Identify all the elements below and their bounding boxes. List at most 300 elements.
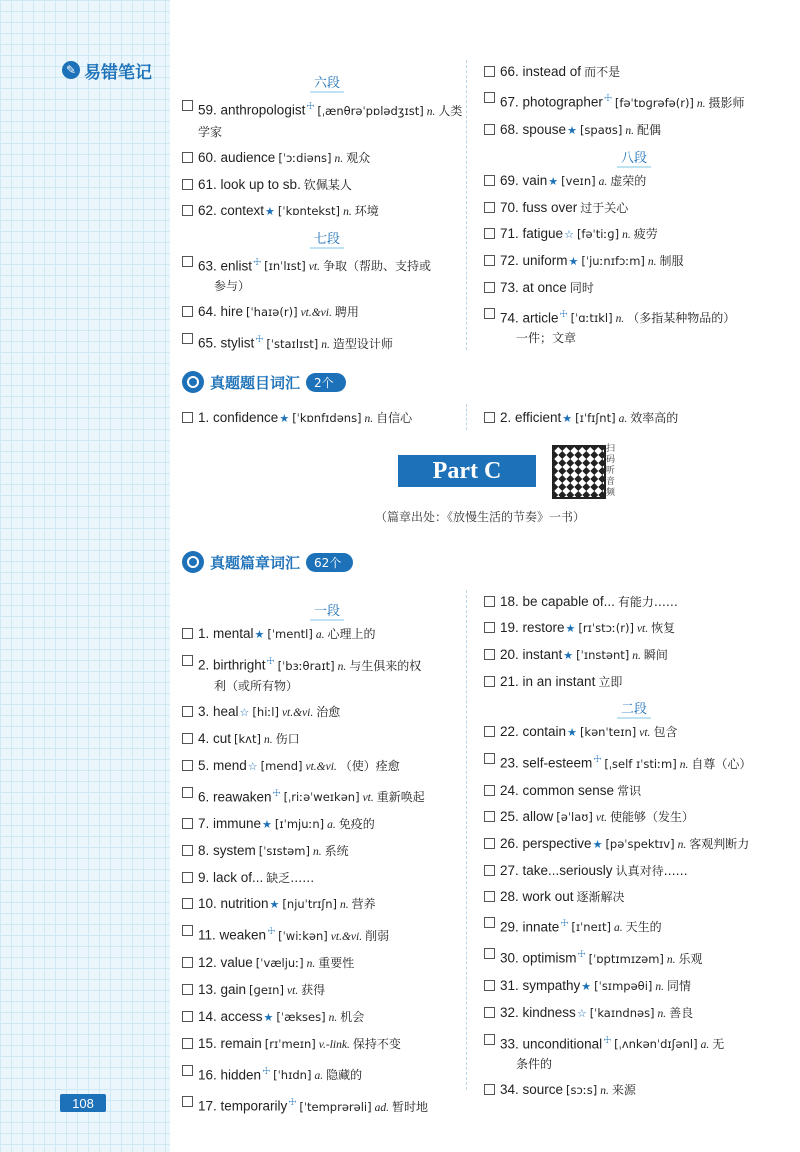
vocab-word: 61. look up to sb.: [198, 176, 301, 192]
magnifier-icon: [182, 371, 204, 393]
vocab-item: [182, 408, 472, 429]
part-of-speech: n.: [334, 152, 344, 165]
phonetic: [ˈtemprərəli]: [299, 1099, 372, 1114]
star-mark-icon: ★: [568, 255, 579, 268]
vocab-word: 17. temporarily: [198, 1098, 288, 1114]
part-of-speech: ad.: [374, 1101, 389, 1114]
vocab-word: 1. confidence: [198, 410, 279, 425]
definition: 获得: [301, 982, 326, 997]
checkbox[interactable]: [182, 1038, 193, 1049]
vocab-item: [484, 278, 784, 298]
vocab-word: 12. value: [198, 954, 253, 970]
phonetic: [ˈsɪmpəθi]: [594, 978, 653, 993]
definition: 制服: [659, 253, 684, 268]
phonetic: [rɪˈstɔː(r)]: [578, 621, 634, 635]
brand: [62, 58, 152, 82]
definition: 重要性: [318, 955, 355, 970]
part-of-speech: n.: [263, 733, 273, 746]
checkbox[interactable]: [484, 282, 495, 293]
checkbox[interactable]: [484, 980, 495, 991]
definition-continued: 参与）: [214, 279, 251, 293]
vocab-item: [182, 1034, 472, 1055]
definition: 常识: [617, 783, 642, 798]
star-mark-icon: ★: [254, 629, 265, 641]
definition: 隐藏的: [326, 1068, 363, 1082]
vocab-word: 73. at once: [500, 279, 567, 295]
checkbox[interactable]: [182, 306, 193, 317]
definition: 保持不变: [352, 1036, 401, 1051]
definition-continued: 一件；文章: [516, 331, 577, 345]
vocab-word: 26. perspective: [500, 835, 592, 851]
part-of-speech: vt.&vi.: [305, 760, 337, 773]
column-divider: [466, 404, 467, 430]
zhi-mark-icon: ☩: [559, 308, 568, 319]
vocab-item: [484, 913, 784, 939]
grid-margin: [0, 0, 170, 1152]
phonetic: [ˈvæljuː]: [255, 955, 304, 970]
vocab-word: 63. enlist: [198, 258, 253, 273]
definition: 疲劳: [633, 226, 658, 241]
definition: 而不是: [584, 65, 621, 79]
phonetic: [ˈhɪdn]: [273, 1068, 312, 1082]
questions-right-column: [484, 408, 784, 435]
definition: 恢复: [651, 621, 676, 635]
vocab-item: [182, 201, 472, 222]
definition: 无: [712, 1037, 725, 1051]
phonetic: [sɔːs]: [566, 1083, 598, 1097]
checkbox[interactable]: [484, 66, 495, 77]
definition: 治愈: [316, 704, 341, 719]
zhi-mark-icon: ☩: [603, 1034, 612, 1045]
part-of-speech: vt.&vi.: [330, 930, 363, 943]
definition: 乐观: [678, 951, 703, 966]
definition: 环境: [354, 203, 379, 218]
part-of-speech: n.: [696, 97, 706, 110]
checkbox[interactable]: [182, 412, 193, 423]
phonetic: [ˈkaɪndnəs]: [589, 1005, 655, 1020]
checkbox[interactable]: [182, 205, 193, 216]
vocab-item: [484, 304, 784, 349]
definition: 削弱: [365, 928, 390, 943]
part-c-heading: Part C: [398, 455, 536, 487]
phonetic: [ˌʌnkənˈdɪʃənl]: [614, 1037, 698, 1051]
part-of-speech: vt.: [636, 623, 649, 635]
phonetic: [ˈmentl]: [267, 627, 313, 641]
checkbox[interactable]: [182, 179, 193, 190]
zhi-mark-icon: ☩: [255, 334, 264, 344]
zhi-mark-icon: ☩: [577, 949, 586, 959]
vocab-word: 15. remain: [198, 1035, 262, 1051]
definition-continued: 利（或所有物）: [214, 678, 299, 693]
zhi-mark-icon: ☩: [266, 656, 275, 666]
vocab-word: 27. take...seriously: [500, 862, 613, 878]
checkbox[interactable]: [182, 706, 193, 717]
checkbox[interactable]: [484, 596, 495, 607]
vocab-item: [182, 96, 472, 142]
phonetic: [njuˈtrɪʃn]: [282, 897, 337, 911]
checkbox[interactable]: [484, 753, 495, 764]
definition: 造型设计师: [332, 336, 393, 351]
star-mark-icon: ★: [565, 623, 576, 635]
phonetic: [ˈwiːkən]: [278, 928, 328, 943]
part-of-speech: a.: [327, 819, 336, 831]
vocab-item: [182, 1007, 472, 1028]
vocab-word: 31. sympathy: [500, 977, 581, 993]
section-title-questions: [182, 370, 346, 394]
paragraph-label: 六段: [310, 72, 344, 93]
part-of-speech: n.: [647, 255, 657, 268]
checkbox[interactable]: [484, 948, 495, 959]
paragraph-heading: [182, 228, 472, 246]
vocab-item: [182, 175, 472, 195]
paragraph-heading: [182, 600, 472, 618]
checkbox[interactable]: [484, 726, 495, 737]
checkbox[interactable]: [182, 152, 193, 163]
vocab-word: 69. vain: [500, 172, 548, 188]
part-of-speech: a.: [314, 1070, 324, 1082]
star-mark-icon: ★: [567, 124, 577, 137]
paragraph-heading: [182, 72, 472, 90]
part-of-speech: vt.&vi.: [281, 706, 314, 719]
part-of-speech: n.: [328, 1011, 338, 1024]
checkbox[interactable]: [182, 984, 193, 995]
part-of-speech: n.: [625, 124, 634, 137]
part-of-speech: n.: [600, 1085, 609, 1097]
definition: 过于关心: [580, 200, 629, 215]
part-of-speech: n.: [679, 758, 689, 771]
checkbox[interactable]: [484, 228, 495, 239]
part-of-speech: n.: [615, 313, 625, 325]
phonetic: [ˌriːəˈweɪkən]: [283, 790, 360, 804]
hollow-mark-icon: ☆: [247, 760, 258, 773]
checkbox[interactable]: [484, 1007, 495, 1018]
phonetic: [kənˈteɪn]: [579, 725, 637, 739]
vocab-item: [484, 722, 784, 743]
checkbox[interactable]: [484, 92, 495, 103]
phonetic: [fəˈtiːɡ]: [576, 226, 620, 241]
vocab-item: [484, 120, 784, 141]
vocab-item: [182, 894, 472, 915]
phonetic: [əˈlaʊ]: [556, 809, 593, 824]
vocab-item: [182, 302, 472, 323]
definition: 系统: [324, 844, 349, 858]
checkbox[interactable]: [182, 1096, 193, 1107]
checkbox[interactable]: [484, 649, 495, 660]
vocab-word: 3. heal: [198, 703, 239, 719]
phonetic: [ˈækses]: [276, 1009, 326, 1024]
vocab-word: 11. weaken: [198, 927, 267, 943]
vocab-item: [484, 834, 784, 855]
count-badge: 2个: [306, 373, 346, 392]
checkbox[interactable]: [484, 1034, 495, 1045]
phonetic: [ɡeɪn]: [249, 982, 284, 997]
checkbox[interactable]: [484, 838, 495, 849]
checkbox[interactable]: [484, 785, 495, 796]
definition: 包含: [653, 725, 678, 739]
definition: 自信心: [376, 411, 413, 425]
vocab-word: 6. reawaken: [198, 789, 272, 804]
definition: 善良: [669, 1005, 694, 1020]
star-mark-icon: ★: [263, 1011, 274, 1024]
questions-left-column: [182, 408, 472, 435]
phonetic: [spaʊs]: [579, 122, 623, 137]
phonetic: [hiːl]: [252, 704, 279, 719]
checkbox[interactable]: [182, 100, 193, 111]
phonetic: [ˈɒptɪmɪzəm]: [588, 951, 664, 966]
part-of-speech: n.: [677, 838, 687, 851]
qr-code-icon[interactable]: [552, 445, 606, 499]
phonetic: [ˌænθrəˈpɒlədʒɪst]: [317, 103, 424, 118]
part-of-speech: n.: [364, 413, 374, 425]
checkbox[interactable]: [484, 676, 495, 687]
vocab-item: [182, 651, 472, 696]
vocab-item: [484, 672, 784, 692]
checkbox[interactable]: [182, 787, 193, 798]
vocab-item: [484, 62, 784, 82]
vocab-word: 33. unconditional: [500, 1036, 603, 1051]
vocab-word: 18. be capable of...: [500, 594, 615, 609]
vocab-word: 9. lack of...: [198, 870, 264, 885]
vocab-item: [182, 329, 472, 355]
part-of-speech: vt.: [362, 792, 374, 804]
part-of-speech: a.: [613, 922, 623, 934]
top-left-column: [182, 66, 472, 361]
definition: （多指某种物品的）: [627, 311, 736, 325]
definition: 聘用: [334, 305, 359, 319]
definition: 缺乏……: [266, 871, 315, 885]
checkbox[interactable]: [182, 655, 193, 666]
phonetic: [fəˈtɒɡrəfə(r)]: [614, 95, 694, 110]
checkbox[interactable]: [182, 628, 193, 639]
column-divider: [466, 60, 467, 350]
vocab-item: [182, 756, 472, 777]
definition: 客观判断力: [689, 836, 750, 851]
vocab-word: 62. context: [198, 202, 265, 218]
page-number: 108: [60, 1094, 106, 1112]
zhi-mark-icon: ☩: [306, 101, 315, 111]
vocab-item: [182, 702, 472, 723]
checkbox[interactable]: [484, 1084, 495, 1095]
phonetic: [ˈsɪstəm]: [258, 844, 310, 858]
phonetic: [kʌt]: [234, 731, 261, 746]
vocab-item: [484, 1030, 784, 1075]
definition: 摄影师: [708, 95, 745, 110]
phonetic: [ˈhaɪə(r)]: [246, 305, 298, 319]
vocab-word: 66. instead of: [500, 64, 582, 79]
phonetic: [ˈɑːtɪkl]: [570, 311, 613, 325]
definition: 伤口: [275, 731, 300, 746]
passage-right-column: [484, 592, 784, 1107]
phonetic: [rɪˈmeɪn]: [264, 1036, 316, 1051]
section-label: 真题题目词汇: [210, 373, 301, 392]
definition: 重新唤起: [376, 790, 425, 804]
vocab-word: 28. work out: [500, 888, 574, 904]
checkbox[interactable]: [182, 333, 193, 344]
star-mark-icon: ★: [548, 175, 559, 188]
top-right-column: [484, 62, 784, 354]
source-note: （篇章出处：《放慢生活的节奏》一书）: [374, 510, 585, 524]
checkbox[interactable]: [182, 760, 193, 771]
vocab-item: [182, 783, 472, 809]
vocab-item: [484, 749, 784, 775]
zhi-mark-icon: ☩: [267, 926, 276, 936]
checkbox[interactable]: [182, 872, 193, 883]
part-of-speech: n.: [657, 1007, 667, 1020]
vocab-item: [484, 976, 784, 997]
checkbox[interactable]: [484, 865, 495, 876]
part-of-speech: n.: [312, 846, 322, 858]
checkbox[interactable]: [484, 917, 495, 928]
vocab-item: [182, 980, 472, 1001]
zhi-mark-icon: ☩: [560, 917, 569, 928]
checkbox[interactable]: [484, 811, 495, 822]
definition: 免疫的: [338, 817, 375, 831]
checkbox[interactable]: [182, 845, 193, 856]
vocab-item: [484, 171, 784, 192]
definition: 瞬间: [643, 648, 668, 662]
zhi-mark-icon: ☩: [262, 1065, 271, 1076]
vocab-word: 7. immune: [198, 816, 262, 831]
definition: 心理上的: [327, 627, 376, 641]
checkbox[interactable]: [182, 1065, 193, 1076]
definition: 使能够（发生）: [610, 809, 695, 824]
vocab-item: [484, 408, 784, 429]
star-mark-icon: ★: [567, 727, 577, 739]
phonetic: [ɪˈfɪʃnt]: [575, 411, 616, 425]
vocab-item: [182, 624, 472, 645]
vocab-item: [182, 814, 472, 835]
zhi-mark-icon: ☩: [593, 754, 602, 764]
vocab-word: 60. audience: [198, 149, 276, 165]
vocab-word: 14. access: [198, 1008, 263, 1024]
definition: 钦佩某人: [303, 177, 352, 192]
checkbox[interactable]: [182, 957, 193, 968]
hollow-mark-icon: ☆: [576, 1007, 587, 1020]
vocab-word: 21. in an instant: [500, 674, 596, 689]
checkbox[interactable]: [484, 175, 495, 186]
hollow-mark-icon: ☆: [239, 706, 250, 719]
definition: 观众: [346, 150, 371, 165]
phonetic: [ˈkɒnfɪdəns]: [292, 411, 362, 425]
vocab-word: 16. hidden: [198, 1067, 262, 1082]
checkbox[interactable]: [182, 925, 193, 936]
paragraph-heading: [484, 147, 784, 165]
definition: 营养: [351, 897, 376, 911]
checkbox[interactable]: [182, 818, 193, 829]
vocab-item: [182, 1092, 472, 1118]
part-of-speech: n.: [655, 980, 665, 993]
star-mark-icon: ★: [592, 838, 603, 851]
vocab-word: 4. cut: [198, 730, 232, 746]
vocab-word: 65. stylist: [198, 335, 255, 351]
phonetic: [ɪnˈlɪst]: [264, 259, 306, 273]
checkbox[interactable]: [484, 412, 495, 423]
vocab-word: 2. efficient: [500, 410, 562, 425]
vocab-item: [484, 861, 784, 881]
phonetic: [ɪˈmjuːn]: [274, 817, 325, 831]
checkbox[interactable]: [484, 308, 495, 319]
vocab-item: [484, 224, 784, 245]
star-mark-icon: ★: [563, 650, 574, 662]
checkbox[interactable]: [484, 202, 495, 213]
part-of-speech: vt.: [286, 984, 299, 997]
part-of-speech: a.: [618, 413, 628, 425]
phonetic: [ˈstaɪlɪst]: [266, 336, 319, 351]
checkbox[interactable]: [484, 622, 495, 633]
section-title-passage: [182, 550, 353, 574]
checkbox[interactable]: [182, 898, 193, 909]
definition: 自尊（心）: [691, 756, 752, 771]
vocab-word: 5. mend: [198, 757, 247, 773]
definition: 逐渐解决: [576, 889, 625, 904]
vocab-item: [182, 953, 472, 974]
part-of-speech: a.: [700, 1039, 710, 1051]
part-of-speech: n.: [306, 957, 316, 970]
part-of-speech: vt.&vi.: [300, 307, 332, 319]
phonetic: [ˈjuːnɪfɔːm]: [581, 253, 645, 268]
star-mark-icon: ★: [262, 819, 272, 831]
part-of-speech: n.: [632, 650, 641, 662]
phonetic: [ˈkɒntekst]: [277, 203, 341, 218]
checkbox[interactable]: [484, 891, 495, 902]
vocab-item: [484, 781, 784, 801]
star-mark-icon: ★: [562, 413, 573, 425]
definition: 虚荣的: [610, 173, 647, 188]
zhi-mark-icon: ☩: [603, 93, 612, 103]
vocab-item: [484, 1003, 784, 1024]
checkbox[interactable]: [182, 256, 193, 267]
part-of-speech: n.: [337, 660, 347, 673]
part-of-speech: n.: [340, 899, 349, 911]
paragraph-label: 一段: [310, 600, 344, 621]
definition: 天生的: [625, 920, 662, 934]
vocab-item: [484, 88, 784, 114]
magnifier-icon: [182, 551, 204, 573]
passage-left-column: [182, 594, 472, 1124]
part-of-speech: n.: [426, 105, 436, 118]
part-of-speech: n.: [666, 953, 676, 966]
section-label: 真题篇章词汇: [210, 553, 301, 572]
part-of-speech: v.-link.: [318, 1038, 350, 1051]
checkbox[interactable]: [182, 733, 193, 744]
vocab-word: 74. article: [500, 310, 559, 325]
zhi-mark-icon: ☩: [288, 1097, 297, 1107]
checkbox[interactable]: [182, 1011, 193, 1022]
star-mark-icon: ★: [279, 413, 290, 425]
vocab-item: [182, 729, 472, 750]
pencil-icon: ✎: [62, 61, 80, 79]
vocab-item: [484, 1080, 784, 1101]
star-mark-icon: ★: [265, 205, 275, 218]
checkbox[interactable]: [484, 124, 495, 135]
definition: 立即: [598, 675, 623, 689]
vocab-item: [182, 148, 472, 169]
checkbox[interactable]: [484, 255, 495, 266]
vocab-word: 71. fatigue: [500, 225, 564, 241]
vocab-item: [182, 841, 472, 862]
vocab-item: [484, 618, 784, 639]
part-of-speech: a.: [598, 175, 608, 188]
vocab-item: [484, 887, 784, 907]
vocab-word: 2. birthright: [198, 657, 266, 673]
vocab-word: 13. gain: [198, 981, 247, 997]
vocab-item: [182, 868, 472, 888]
definition: 来源: [611, 1083, 636, 1097]
zhi-mark-icon: ☩: [272, 787, 281, 798]
vocab-item: [182, 252, 472, 297]
vocab-item: [484, 807, 784, 828]
vocab-word: 64. hire: [198, 304, 244, 319]
